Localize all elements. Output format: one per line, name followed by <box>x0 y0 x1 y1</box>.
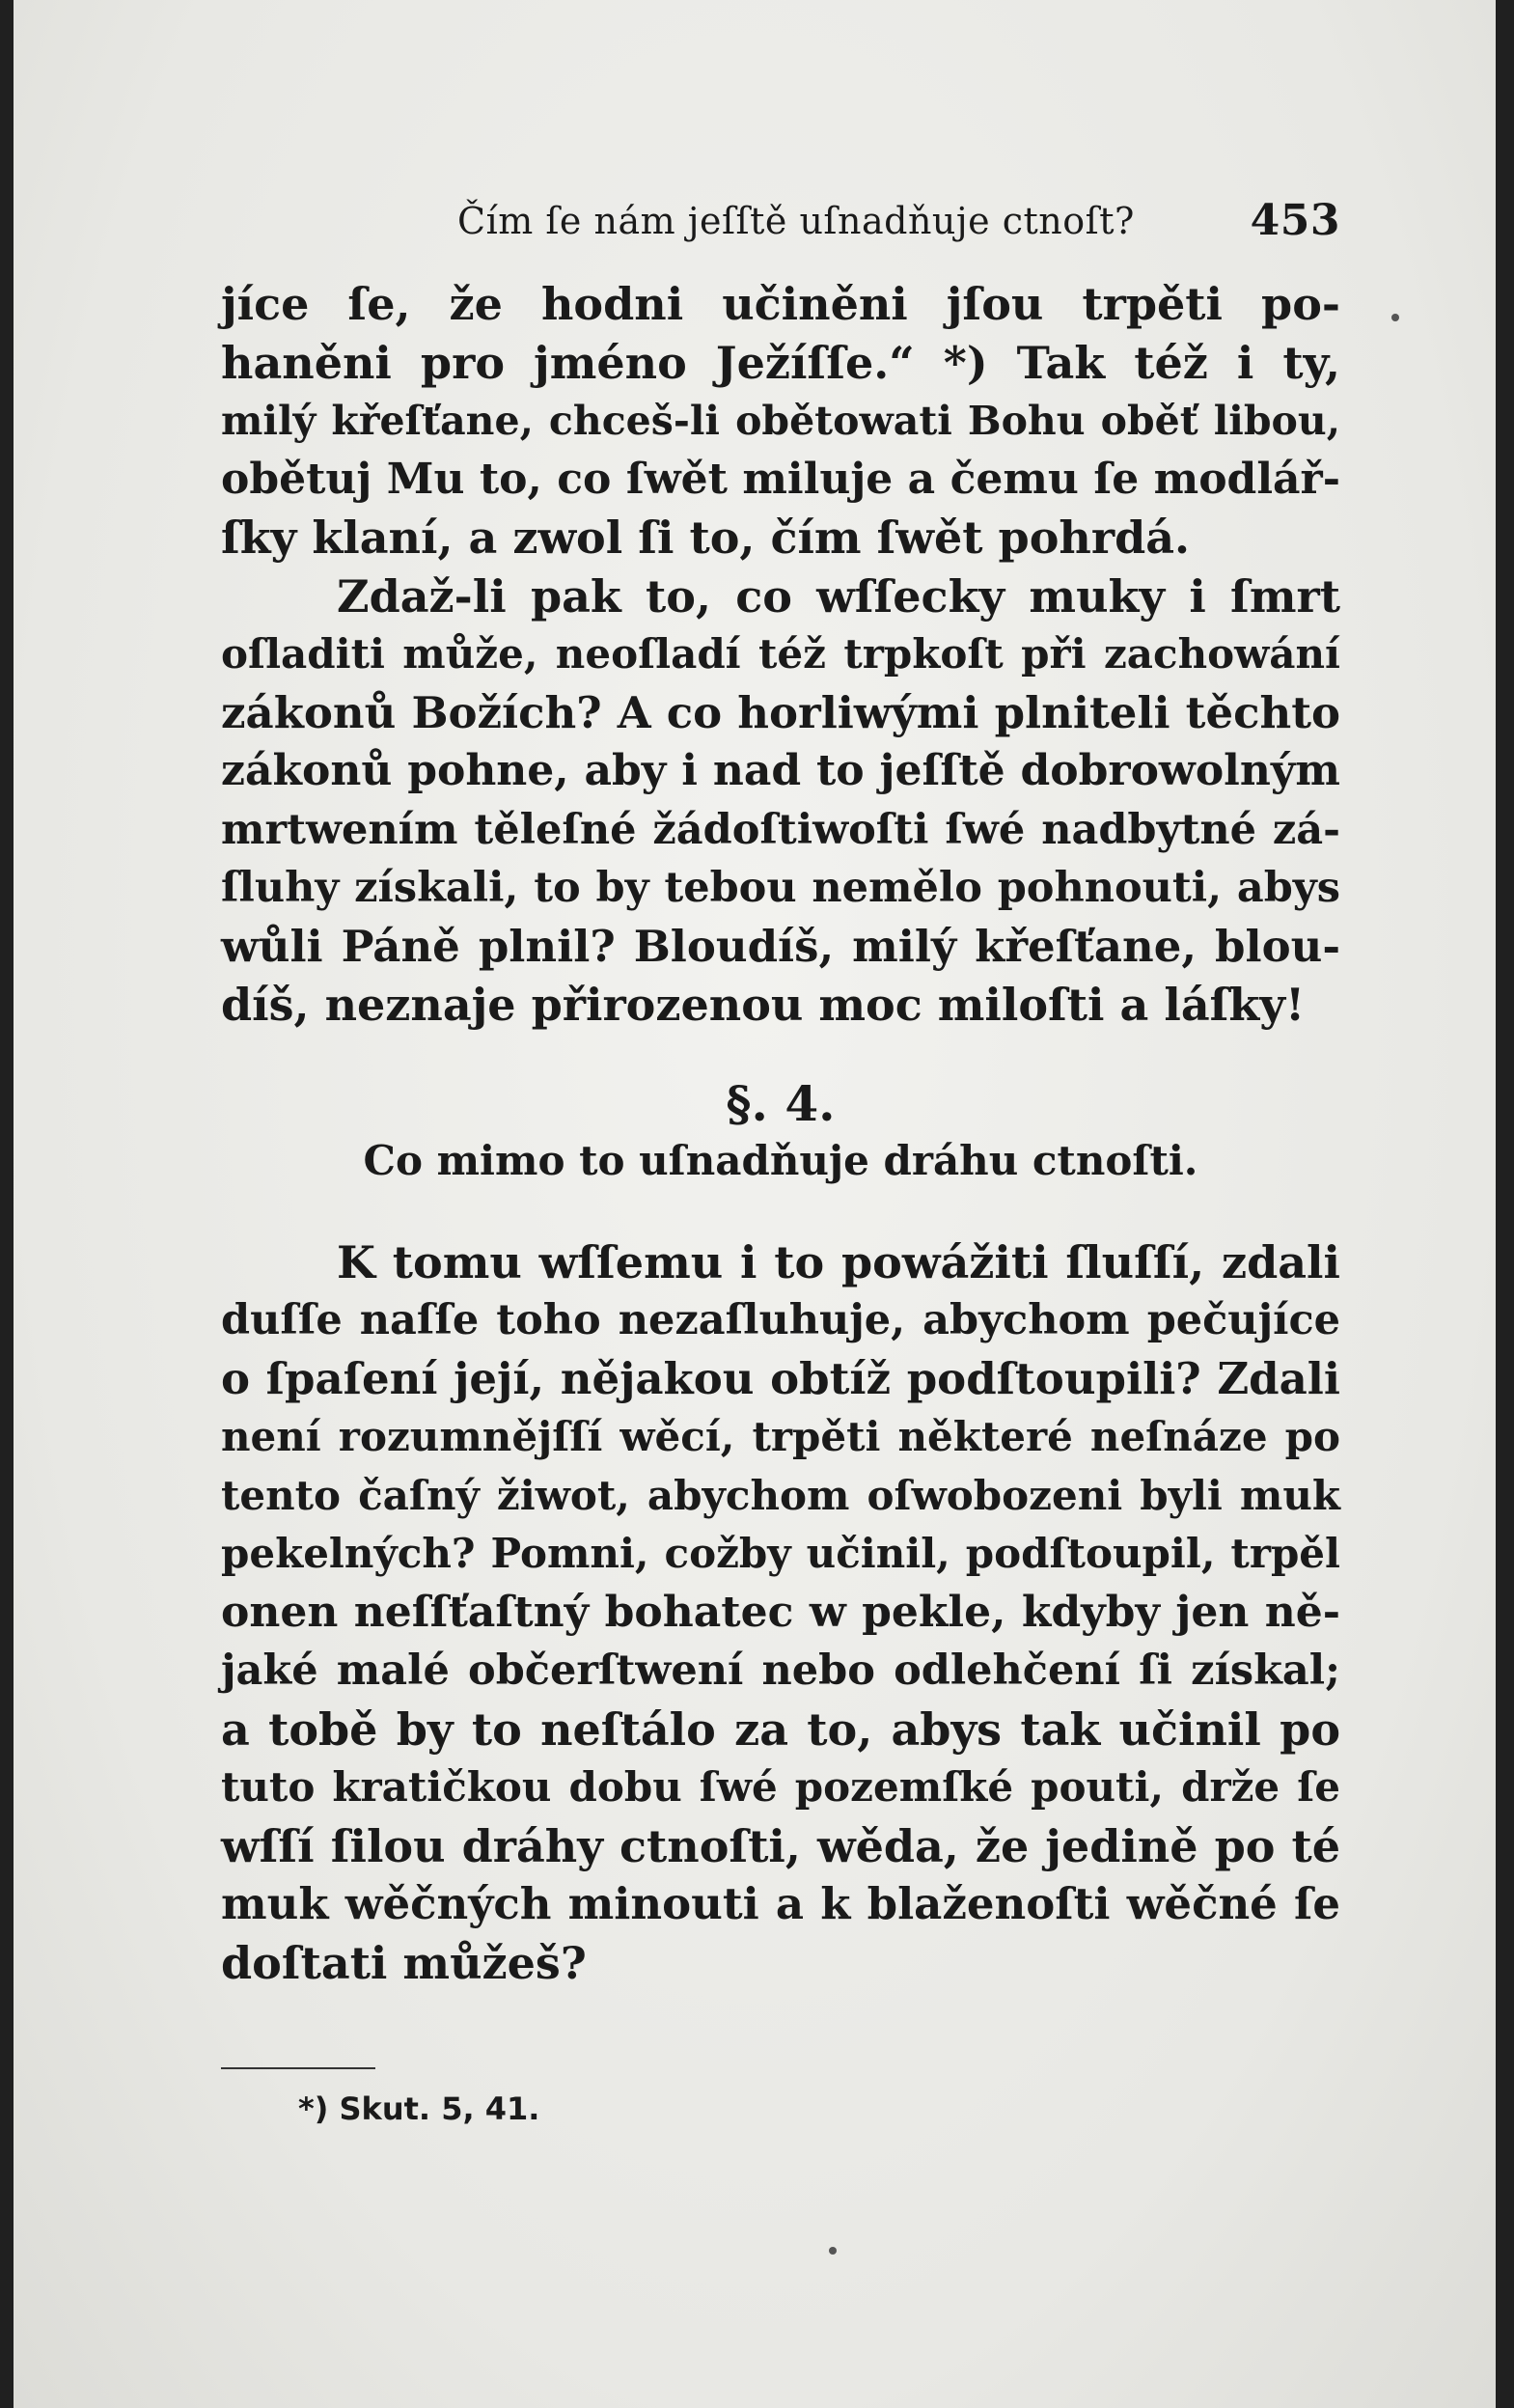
text-line: onen neſſťaſtný bohatec w pekle, kdyby jen ně- <box>221 1587 1340 1637</box>
book-page <box>14 0 1496 2408</box>
text-line: wůli Páně plnil? Bloudíš, milý křeſťane, blou- <box>221 920 1340 972</box>
text-line: o ſpaſení její, nějakou obtíž podſtoupili? Zdali <box>221 1352 1340 1404</box>
text-line: oſladiti může, neoſladí též trpkoſt při zachowání <box>221 630 1340 678</box>
section-title: Co mimo to uſnadňuje dráhu ctnoſti. <box>363 1136 1198 1184</box>
text-line: muk wěčných minouti a k blaženoſti wěčné ſe <box>221 1878 1340 1929</box>
text-line: duſſe naſſe toho nezaſluhuje, abychom pečujíce <box>221 1296 1340 1344</box>
paragraph-3 <box>221 1233 1340 1993</box>
text-line: K tomu wſſemu i to powážiti ſluſſí, zdali <box>337 1235 1340 1288</box>
running-title: Čím ſe nám jeſſtě uſnadňuje ctnoſt? <box>457 200 1135 242</box>
text-line: doſtati můžeš? <box>221 1936 587 1989</box>
text-line: obětuj Mu to, co ſwět miluje a čemu ſe modlář- <box>221 454 1340 504</box>
text-line: tento čaſný žiwot, abychom oſwobozeni byli muk <box>221 1471 1340 1519</box>
page-speck <box>1391 314 1399 321</box>
text-line: milý křeſťane, chceš-li obětowati Bohu oběť libou, <box>221 398 1340 444</box>
text-line: Zdaž-li pak to, co wſſecky muky i ſmrt <box>337 569 1340 623</box>
text-line: wſſí ſilou dráhy ctnoſti, wěda, že jedině po té <box>221 1819 1340 1872</box>
text-line: jíce ſe, že hodni učiněni jſou trpěti po- <box>221 278 1340 330</box>
text-line: ſky klaní, a zwol ſi to, čím ſwět pohrdá. <box>221 512 1191 564</box>
page-number: 453 <box>1250 196 1340 245</box>
page-content <box>221 188 1340 2127</box>
text-line: haněni pro jméno Ježíſſe.“ *) Tak též i ty, <box>221 336 1340 389</box>
paragraph-1 <box>221 275 1340 567</box>
text-line: díš, neznaje přirozenou moc miloſti a láſky! <box>221 979 1306 1031</box>
section-mark: §. 4. <box>726 1074 836 1132</box>
footnote: *) Skut. 5, 41. <box>298 2090 540 2127</box>
text-line: a tobě by to neſtálo za to, abys tak učinil po <box>221 1702 1340 1756</box>
text-line: ſluhy získali, to by tebou nemělo pohnouti, abys <box>221 864 1340 912</box>
paragraph-2 <box>221 567 1340 1035</box>
running-head <box>221 188 1340 275</box>
text-line: jaké malé občerſtwení nebo odlehčení ſi získal; <box>221 1647 1340 1695</box>
text-line: pekelných? Pomni, cožby učinil, podſtoupil, trpěl <box>221 1530 1340 1577</box>
text-line: mrtwením těleſné žádoſtiwoſti ſwé nadbytné zá- <box>221 805 1340 854</box>
text-line: zákonů Božích? A co horliwými plniteli těchto <box>221 686 1340 738</box>
text-line: není rozumnějſſí wěcí, trpěti některé neſnáze po <box>221 1413 1340 1460</box>
footnote-rule <box>221 2067 375 2069</box>
page-speck <box>829 2247 837 2255</box>
text-line: zákonů pohne, aby i nad to jeſſtě dobrowolným <box>221 746 1340 795</box>
text-line: tuto kratičkou dobu ſwé pozemſké pouti, drže ſe <box>221 1763 1340 1811</box>
